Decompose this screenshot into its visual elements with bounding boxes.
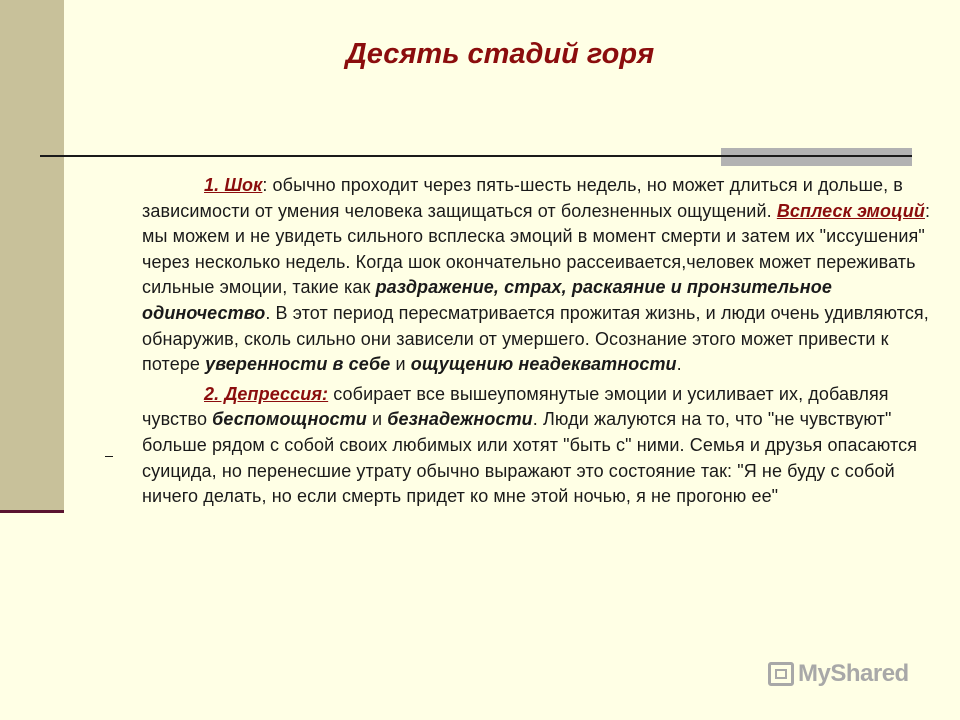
- text-segment: собирает все вышеупомянутые эмоции и усиливает их, добавляя чувство: [142, 383, 889, 430]
- text-segment: .: [676, 354, 682, 375]
- slide-title: Десять стадий горя: [345, 38, 655, 70]
- emphasis-emotions: раздражение, страх, раскаяние и пронзительное одиночество: [142, 277, 832, 323]
- paragraph-stage-1: [142, 173, 932, 378]
- emphasis-hopelessness: безнадежности: [387, 409, 533, 430]
- rule-accent-block: [721, 148, 912, 166]
- text-segment: и: [390, 354, 411, 375]
- text-segment: . Люди жалуются на то, что "не чувствуют" больше рядом с собой своих любимых или хотят "быть с" ними. Семья и друзья опасаются суицида, но перенесшие утрату обычно выражают это состояние так: "Я не буду с собой ничего делать, но если смерть придет ко мне этой ночью, я не прогоню ее": [142, 409, 918, 507]
- left-bar-divider: [0, 510, 64, 513]
- mysharedlogo-icon: [768, 662, 794, 686]
- watermark-text: MyShared: [798, 660, 909, 687]
- left-decorative-bar: [0, 0, 64, 512]
- emphasis-self-confidence: уверенности в себе: [205, 354, 391, 375]
- emphasis-helplessness: беспомощности: [212, 409, 367, 430]
- text-segment: : обычно проходит через пять-шесть недель, но может длиться и дольше, в зависимости от умения человека защищаться от болезненных ощущений.: [142, 175, 903, 221]
- term-emotional-burst: Всплеск эмоций: [776, 200, 925, 221]
- term-depression: 2. Депрессия:: [204, 383, 329, 404]
- slide-body: [142, 173, 932, 510]
- text-segment: . В этот период пересматривается прожитая жизнь, и люди очень удивляются, обнаружив, сколь сильно они зависели от умершего. Осознание этого может привести к потере: [142, 302, 929, 375]
- paragraph-stage-2: [142, 382, 932, 510]
- text-segment: и: [366, 409, 388, 430]
- text-segment: : мы можем и не увидеть сильного всплеска эмоций в момент смерти и затем их "иссушения" через несколько недель. Когда шок окончательно рассеивается,человек может переживать сильные эмоции, такие как: [142, 200, 931, 298]
- term-shock: 1. Шок: [204, 175, 263, 195]
- emphasis-inadequacy: ощущению неадекватности: [410, 354, 677, 375]
- empty-bullet-marker: [105, 440, 113, 457]
- watermark-logo: [768, 656, 909, 692]
